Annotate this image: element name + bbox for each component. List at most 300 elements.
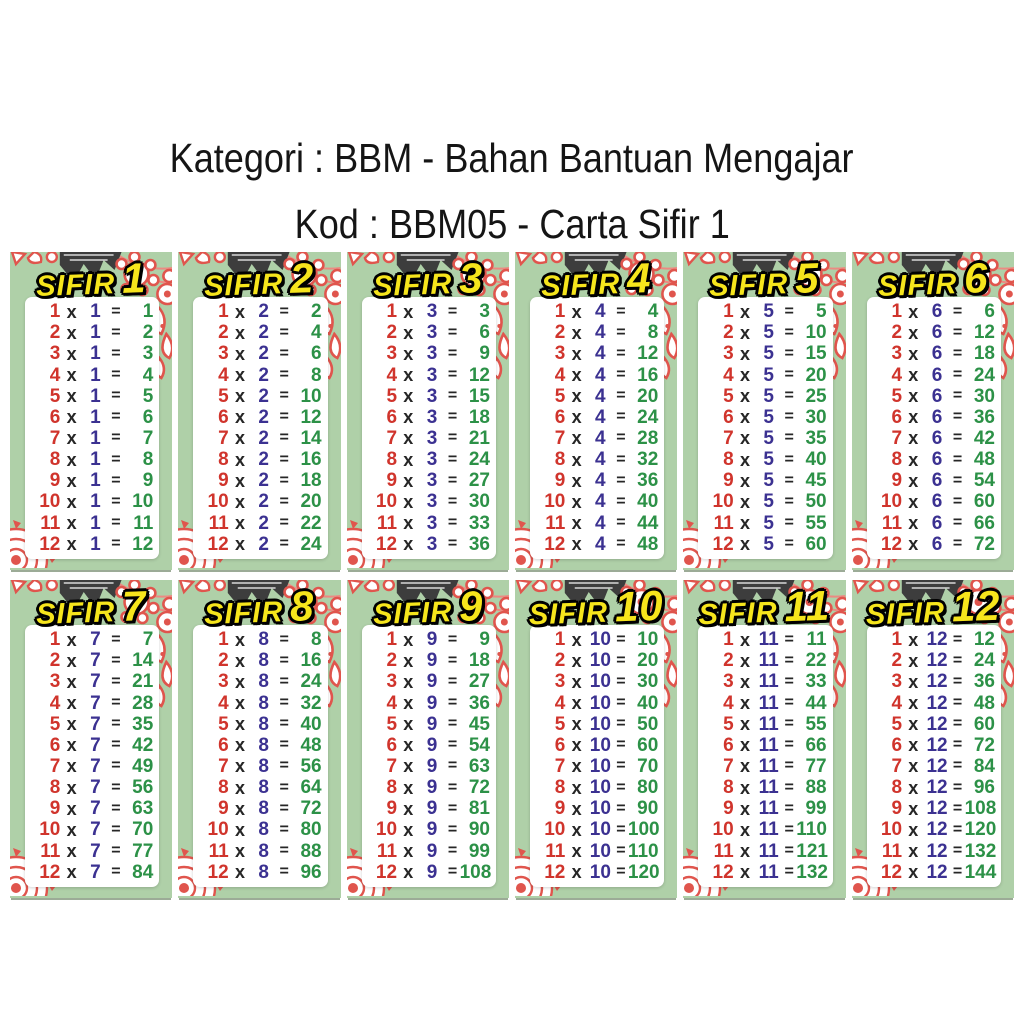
multiplicand: 11 <box>40 512 61 534</box>
multiply-symbol: x <box>571 777 582 798</box>
multiply-symbol: x <box>66 841 77 862</box>
multiplier: 7 <box>90 671 101 693</box>
multiplicand: 2 <box>891 650 903 672</box>
multiplication-row <box>196 672 324 691</box>
equals-symbol: = <box>616 736 626 754</box>
multiplicand: 9 <box>218 470 229 492</box>
multiplicand: 6 <box>386 734 398 756</box>
multiplicand: 1 <box>554 301 566 323</box>
multiplier: 10 <box>589 861 611 883</box>
multiplier: 9 <box>426 755 438 777</box>
multiplication-row <box>870 630 998 649</box>
equals-symbol: = <box>279 302 289 320</box>
product: 63 <box>132 798 154 820</box>
equals-symbol: = <box>447 651 458 669</box>
multiply-symbol: x <box>739 650 750 671</box>
product: 144 <box>964 861 997 883</box>
product: 24 <box>637 406 659 428</box>
product: 84 <box>132 861 154 883</box>
product: 110 <box>627 840 659 862</box>
multiplier: 1 <box>90 364 101 386</box>
multiply-symbol: x <box>908 449 919 470</box>
product: 10 <box>637 629 659 651</box>
multiplicand: 5 <box>386 385 398 407</box>
product: 40 <box>637 491 659 513</box>
multiplier: 9 <box>426 777 438 799</box>
multiply-symbol: x <box>66 693 77 714</box>
multiplicand: 4 <box>723 364 734 386</box>
multiplier: 1 <box>90 322 101 344</box>
multiplicand: 1 <box>891 629 903 651</box>
multiply-symbol: x <box>571 470 582 491</box>
multiply-symbol: x <box>403 841 414 862</box>
multiply-symbol: x <box>66 343 77 364</box>
multiplication-row <box>870 429 998 448</box>
multiplication-row <box>701 715 829 734</box>
multiplier: 6 <box>931 364 943 386</box>
equals-symbol: = <box>952 492 963 510</box>
product: 3 <box>479 301 490 323</box>
multiplicand: 3 <box>386 343 398 365</box>
multiply-symbol: x <box>908 841 919 862</box>
multiplication-row <box>28 651 156 670</box>
multiplicand: 7 <box>386 755 398 777</box>
multiplicand: 11 <box>545 512 566 534</box>
equals-symbol: = <box>952 302 963 320</box>
product: 18 <box>300 470 322 492</box>
multiply-symbol: x <box>403 714 414 735</box>
equals-symbol: = <box>952 514 963 532</box>
multiply-symbol: x <box>66 301 77 322</box>
equals-symbol: = <box>784 672 794 690</box>
multiplication-row <box>870 387 998 406</box>
multiplier: 1 <box>90 427 101 449</box>
multiply-symbol: x <box>403 735 414 756</box>
product: 4 <box>647 301 659 323</box>
card-title-number: 9 <box>457 582 484 630</box>
multiply-symbol: x <box>234 322 245 343</box>
multiply-symbol: x <box>739 798 750 819</box>
multiplication-row <box>365 842 493 861</box>
multiplier: 1 <box>90 385 101 407</box>
multiplication-table-panel <box>698 625 832 887</box>
multiplier: 2 <box>258 385 269 407</box>
multiplier: 6 <box>931 470 943 492</box>
multiplication-row <box>365 651 493 670</box>
product: 77 <box>132 840 154 862</box>
multiplicand: 9 <box>723 470 734 492</box>
cards-grid <box>10 252 1014 898</box>
multiplication-table-panel <box>193 297 327 559</box>
multiplication-row <box>533 535 661 554</box>
equals-symbol: = <box>447 366 458 384</box>
product: 10 <box>132 491 154 513</box>
equals-symbol: = <box>784 863 794 881</box>
product: 9 <box>142 470 154 492</box>
multiply-symbol: x <box>234 841 245 862</box>
multiplication-row <box>701 863 829 882</box>
multiply-symbol: x <box>66 449 77 470</box>
multiplication-row <box>701 471 829 490</box>
multiply-symbol: x <box>403 343 414 364</box>
multiplicand: 7 <box>386 427 398 449</box>
equals-symbol: = <box>784 366 794 384</box>
equals-symbol: = <box>279 630 289 648</box>
product: 5 <box>142 385 154 407</box>
multiplier: 1 <box>90 301 101 323</box>
product: 6 <box>142 406 154 428</box>
multiply-symbol: x <box>571 735 582 756</box>
multiplier: 11 <box>758 713 779 735</box>
multiply-symbol: x <box>234 798 245 819</box>
multiplier: 10 <box>589 734 611 756</box>
product: 99 <box>468 840 490 862</box>
product: 36 <box>637 470 659 492</box>
equals-symbol: = <box>447 344 458 362</box>
product: 2 <box>142 322 154 344</box>
equals-symbol: = <box>111 672 121 690</box>
equals-symbol: = <box>279 842 289 860</box>
multiplicand: 4 <box>386 364 398 386</box>
multiplier: 9 <box>426 819 438 841</box>
multiplicand: 9 <box>218 798 229 820</box>
product: 11 <box>806 629 827 651</box>
product: 16 <box>300 650 322 672</box>
equals-symbol: = <box>616 302 626 320</box>
multiplier: 8 <box>258 777 269 799</box>
equals-symbol: = <box>111 429 121 447</box>
multiplicand: 7 <box>723 755 734 777</box>
multiplication-row <box>28 344 156 363</box>
multiply-symbol: x <box>739 407 750 428</box>
multiplicand: 6 <box>891 406 903 428</box>
multiplication-row <box>701 302 829 321</box>
multiplier: 2 <box>258 364 269 386</box>
multiply-symbol: x <box>403 386 414 407</box>
product: 1 <box>142 301 154 323</box>
multiply-symbol: x <box>908 386 919 407</box>
card-title-word: SIFIR <box>372 596 453 631</box>
multiplier: 12 <box>926 819 948 841</box>
multiplier: 7 <box>90 734 101 756</box>
equals-symbol: = <box>952 799 963 817</box>
card-title-word: SIFIR <box>877 268 958 303</box>
product: 22 <box>300 512 322 534</box>
product: 15 <box>805 343 827 365</box>
product: 24 <box>973 364 995 386</box>
multiplication-row <box>28 694 156 713</box>
equals-symbol: = <box>952 535 963 553</box>
card-title-number: 7 <box>121 582 148 630</box>
multiplicand: 6 <box>386 406 398 428</box>
sifir-card <box>10 580 172 898</box>
product: 2 <box>311 301 322 323</box>
multiplier: 8 <box>258 629 269 651</box>
product: 8 <box>311 364 322 386</box>
equals-symbol: = <box>784 408 794 426</box>
equals-symbol: = <box>616 820 626 838</box>
equals-symbol: = <box>279 387 289 405</box>
multiplication-row <box>28 366 156 385</box>
multiplicand: 6 <box>891 734 903 756</box>
equals-symbol: = <box>111 820 121 838</box>
multiplication-row <box>533 429 661 448</box>
product: 40 <box>300 713 322 735</box>
multiplicand: 12 <box>880 533 903 555</box>
multiplier: 2 <box>258 427 269 449</box>
product: 24 <box>973 650 995 672</box>
multiply-symbol: x <box>908 301 919 322</box>
multiplicand: 1 <box>723 301 734 323</box>
multiplicand: 2 <box>723 322 734 344</box>
product: 30 <box>805 406 827 428</box>
multiplicand: 3 <box>723 343 734 365</box>
multiply-symbol: x <box>66 407 77 428</box>
equals-symbol: = <box>279 651 289 669</box>
equals-symbol: = <box>447 715 458 733</box>
card-title-number: 6 <box>962 254 989 302</box>
multiply-symbol: x <box>571 491 582 512</box>
multiply-symbol: x <box>739 862 750 883</box>
equals-symbol: = <box>279 672 289 690</box>
card-title-number: 5 <box>794 254 821 302</box>
product: 80 <box>300 819 322 841</box>
product: 16 <box>300 449 322 471</box>
multiplication-row <box>533 471 661 490</box>
equals-symbol: = <box>111 715 121 733</box>
multiply-symbol: x <box>739 714 750 735</box>
multiplicand: 1 <box>49 301 61 323</box>
multiplier: 3 <box>426 385 438 407</box>
card-title <box>683 583 845 633</box>
equals-symbol: = <box>952 694 963 712</box>
multiplier: 11 <box>758 861 779 883</box>
multiplier: 9 <box>426 692 438 714</box>
equals-symbol: = <box>447 672 458 690</box>
card-title-number: 10 <box>614 581 665 631</box>
product: 54 <box>468 734 490 756</box>
multiplication-row <box>196 842 324 861</box>
equals-symbol: = <box>279 535 289 553</box>
multiplicand: 10 <box>375 819 398 841</box>
multiply-symbol: x <box>66 513 77 534</box>
multiply-symbol: x <box>739 365 750 386</box>
product: 55 <box>805 512 827 534</box>
multiplier: 3 <box>426 343 438 365</box>
multiplicand: 3 <box>554 671 566 693</box>
multiply-symbol: x <box>739 629 750 650</box>
equals-symbol: = <box>111 387 121 405</box>
multiplier: 4 <box>595 406 606 428</box>
multiply-symbol: x <box>571 428 582 449</box>
equals-symbol: = <box>616 694 626 712</box>
multiplication-row <box>533 450 661 469</box>
multiplication-row <box>28 778 156 797</box>
multiplication-row <box>196 694 324 713</box>
multiplicand: 2 <box>386 322 398 344</box>
product: 8 <box>647 322 659 344</box>
product: 36 <box>973 406 995 428</box>
multiplicand: 10 <box>39 819 61 841</box>
multiply-symbol: x <box>571 629 582 650</box>
card-title-word: SIFIR <box>35 596 116 631</box>
multiplier: 5 <box>763 533 774 555</box>
multiplier: 7 <box>90 861 101 883</box>
multiplicand: 8 <box>386 449 398 471</box>
equals-symbol: = <box>784 736 794 754</box>
multiplicand: 2 <box>386 650 398 672</box>
product: 20 <box>300 491 322 513</box>
multiply-symbol: x <box>739 693 750 714</box>
equals-symbol: = <box>784 344 794 362</box>
product: 90 <box>637 798 659 820</box>
multiply-symbol: x <box>571 650 582 671</box>
multiplicand: 2 <box>554 650 566 672</box>
multiplicand: 3 <box>49 671 61 693</box>
multiplication-row <box>196 323 324 342</box>
product: 24 <box>468 449 490 471</box>
multiplicand: 9 <box>891 798 903 820</box>
multiplication-row <box>533 736 661 755</box>
equals-symbol: = <box>279 429 289 447</box>
equals-symbol: = <box>952 450 963 468</box>
equals-symbol: = <box>952 366 963 384</box>
product: 40 <box>805 449 827 471</box>
product: 60 <box>973 713 995 735</box>
multiplicand: 1 <box>554 629 566 651</box>
multiply-symbol: x <box>403 862 414 883</box>
multiplication-row <box>28 492 156 511</box>
multiplicand: 9 <box>49 798 61 820</box>
multiplicand: 11 <box>713 512 734 534</box>
equals-symbol: = <box>784 514 794 532</box>
equals-symbol: = <box>952 429 963 447</box>
equals-symbol: = <box>447 820 458 838</box>
multiplicand: 3 <box>49 343 61 365</box>
equals-symbol: = <box>784 471 794 489</box>
product: 72 <box>468 777 490 799</box>
multiplier: 6 <box>931 512 943 534</box>
multiply-symbol: x <box>739 386 750 407</box>
multiplier: 1 <box>90 512 101 534</box>
multiply-symbol: x <box>66 470 77 491</box>
multiplier: 2 <box>258 470 269 492</box>
multiplicand: 8 <box>218 449 229 471</box>
multiplicand: 12 <box>375 861 398 883</box>
product: 72 <box>973 533 995 555</box>
product: 6 <box>984 301 995 323</box>
multiplication-row <box>365 302 493 321</box>
multiplication-row <box>196 450 324 469</box>
multiplicand: 7 <box>891 755 903 777</box>
equals-symbol: = <box>616 672 626 690</box>
multiplication-row <box>533 408 661 427</box>
product: 72 <box>973 734 995 756</box>
equals-symbol: = <box>279 344 289 362</box>
product: 33 <box>468 512 490 534</box>
multiplier: 11 <box>758 650 779 672</box>
multiply-symbol: x <box>403 449 414 470</box>
card-title <box>10 583 172 633</box>
product: 55 <box>805 713 827 735</box>
multiplier: 5 <box>763 343 774 365</box>
product: 35 <box>132 713 154 735</box>
multiplicand: 7 <box>49 427 61 449</box>
product: 22 <box>805 650 827 672</box>
multiplication-row <box>365 535 493 554</box>
multiplier: 5 <box>763 406 774 428</box>
sifir-card <box>852 580 1014 898</box>
multiplier: 7 <box>90 629 101 651</box>
multiplicand: 7 <box>49 755 61 777</box>
multiplicand: 11 <box>376 840 398 862</box>
multiply-symbol: x <box>403 428 414 449</box>
multiplicand: 9 <box>554 798 566 820</box>
product: 10 <box>300 385 322 407</box>
multiplication-row <box>365 736 493 755</box>
multiplication-row <box>701 387 829 406</box>
multiplicand: 1 <box>891 301 903 323</box>
multiplicand: 3 <box>386 671 398 693</box>
multiplier: 1 <box>90 343 101 365</box>
multiplicand: 6 <box>554 734 566 756</box>
multiply-symbol: x <box>66 534 77 555</box>
multiplier: 9 <box>426 861 438 883</box>
multiplication-table-panel <box>362 625 496 887</box>
multiplication-row <box>870 366 998 385</box>
multiplication-row <box>365 863 493 882</box>
multiply-symbol: x <box>234 449 245 470</box>
product: 54 <box>973 470 995 492</box>
card-title-word: SIFIR <box>865 596 946 632</box>
multiplication-row <box>196 778 324 797</box>
equals-symbol: = <box>616 366 626 384</box>
multiply-symbol: x <box>66 491 77 512</box>
card-title-word: SIFIR <box>35 268 116 303</box>
equals-symbol: = <box>447 535 458 553</box>
multiply-symbol: x <box>403 777 414 798</box>
multiplication-row <box>28 799 156 818</box>
product: 28 <box>132 692 154 714</box>
equals-symbol: = <box>952 820 963 838</box>
multiplication-row <box>701 323 829 342</box>
multiplier: 7 <box>90 755 101 777</box>
multiplication-row <box>196 630 324 649</box>
multiplicand: 1 <box>723 629 734 651</box>
equals-symbol: = <box>952 651 963 669</box>
multiplicand: 1 <box>386 629 398 651</box>
multiply-symbol: x <box>739 428 750 449</box>
product: 20 <box>637 385 659 407</box>
multiplication-row <box>870 651 998 670</box>
multiplication-row <box>701 630 829 649</box>
equals-symbol: = <box>616 429 626 447</box>
equals-symbol: = <box>279 408 289 426</box>
product: 18 <box>973 343 995 365</box>
multiplication-row <box>533 757 661 776</box>
multiplication-row <box>365 450 493 469</box>
multiplicand: 5 <box>49 713 61 735</box>
multiplication-row <box>533 863 661 882</box>
multiplicand: 4 <box>554 692 566 714</box>
equals-symbol: = <box>111 757 121 775</box>
multiply-symbol: x <box>908 819 919 840</box>
equals-symbol: = <box>279 799 289 817</box>
equals-symbol: = <box>616 450 626 468</box>
multiplication-row <box>701 429 829 448</box>
equals-symbol: = <box>616 514 626 532</box>
multiplier: 11 <box>758 819 779 841</box>
